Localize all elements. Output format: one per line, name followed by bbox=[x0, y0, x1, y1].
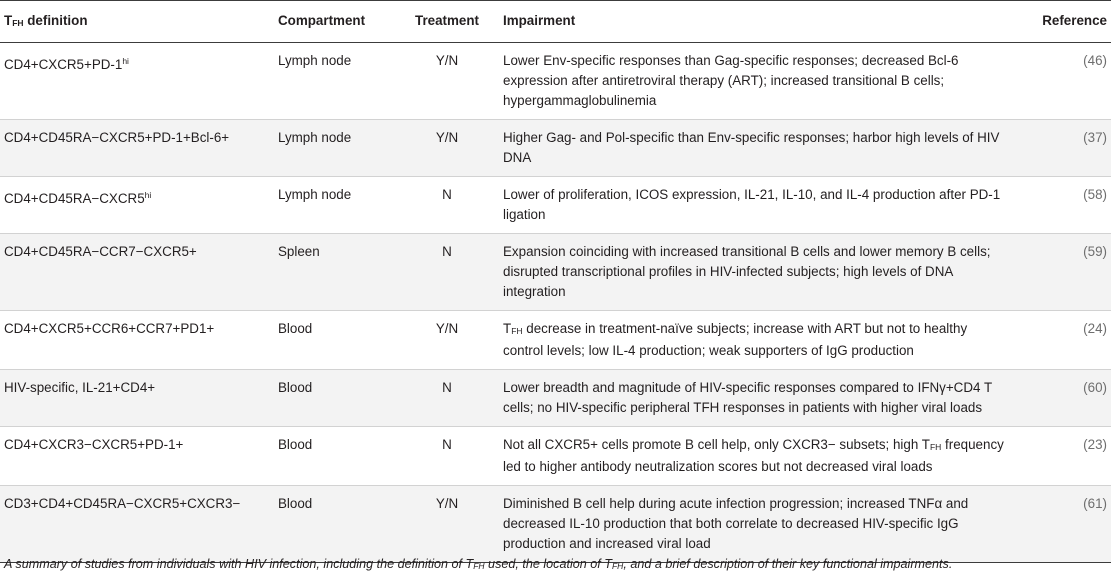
impairment-cell: TFH decrease in treatment-naïve subjects; increase with ART but not to healthy control levels; low IL-4 production; weak supporters of IgG production bbox=[497, 311, 1011, 370]
reference-link[interactable]: (46) bbox=[1083, 53, 1107, 68]
definition-cell: CD4+CD45RA−CCR7−CXCR5+ bbox=[0, 234, 272, 311]
impairment-cell: Lower breadth and magnitude of HIV-specific responses compared to IFNγ+CD4 T cells; no HIV-specific peripheral TFH responses in patients with higher viral loads bbox=[497, 370, 1011, 427]
impairment-cell: Not all CXCR5+ cells promote B cell help, only CXCR3− subsets; high TFH frequency led to higher antibody neutralization scores but not decreased viral loads bbox=[497, 427, 1011, 486]
definition-cell: $CD4+CXCR5+PD-1^{hi}$ bbox=[0, 43, 272, 120]
compartment-cell: Blood bbox=[272, 370, 397, 427]
definition-cell: CD4+CD45RA−CXCR5+PD-1+Bcl-6+ bbox=[0, 120, 272, 177]
impairment-cell: Diminished B cell help during acute infection progression; increased TNFα and decreased IL-10 production that both correlate to decreased HIV-specific IgG production and increased viral load bbox=[497, 486, 1011, 563]
reference-link[interactable]: (23) bbox=[1083, 437, 1107, 452]
reference-cell bbox=[1011, 177, 1111, 234]
reference-link[interactable]: (37) bbox=[1083, 130, 1107, 145]
impairment-cell: Expansion coinciding with increased transitional B cells and lower memory B cells; disrupted transcriptional profiles in HIV-infected subjects; high levels of DNA integration bbox=[497, 234, 1011, 311]
table-caption: A summary of studies from individuals with HIV infection, including the definition of TFH used, the location of TFH, and a brief description of their key functional impairments. bbox=[4, 557, 953, 571]
treatment-cell: Y/N bbox=[397, 311, 497, 370]
table-row bbox=[0, 486, 1111, 563]
header-definition: TFH definition bbox=[0, 1, 272, 43]
treatment-cell: Y/N bbox=[397, 43, 497, 120]
definition-cell: CD4+CXCR5+CCR6+CCR7+PD1+ bbox=[0, 311, 272, 370]
treatment-cell: N bbox=[397, 427, 497, 486]
header-row bbox=[0, 1, 1111, 43]
table-row bbox=[0, 43, 1111, 120]
treatment-cell: N bbox=[397, 234, 497, 311]
impairment-cell: Higher Gag- and Pol-specific than Env-specific responses; harbor high levels of HIV DNA bbox=[497, 120, 1011, 177]
definition-cell: $CD4+CD45RA-CXCR5^{hi}$ bbox=[0, 177, 272, 234]
compartment-cell: Lymph node bbox=[272, 120, 397, 177]
header-impairment: Impairment bbox=[497, 1, 1011, 43]
compartment-cell: Lymph node bbox=[272, 177, 397, 234]
impairment-cell: Lower Env-specific responses than Gag-specific responses; decreased Bcl-6 expression after antiretroviral therapy (ART); increased transitional B cells; hypergammaglobulinemia bbox=[497, 43, 1011, 120]
reference-link[interactable]: (59) bbox=[1083, 244, 1107, 259]
compartment-cell: Blood bbox=[272, 311, 397, 370]
compartment-cell: Blood bbox=[272, 427, 397, 486]
reference-link[interactable]: (61) bbox=[1083, 496, 1107, 511]
table-row bbox=[0, 311, 1111, 370]
reference-cell bbox=[1011, 311, 1111, 370]
header-reference: Reference bbox=[1011, 1, 1111, 43]
reference-cell bbox=[1011, 427, 1111, 486]
treatment-cell: Y/N bbox=[397, 486, 497, 563]
compartment-cell: Blood bbox=[272, 486, 397, 563]
reference-cell bbox=[1011, 120, 1111, 177]
table-row bbox=[0, 120, 1111, 177]
definition-cell: CD4+CXCR3−CXCR5+PD-1+ bbox=[0, 427, 272, 486]
header-treatment: Treatment bbox=[397, 1, 497, 43]
reference-link[interactable]: (58) bbox=[1083, 187, 1107, 202]
table-row bbox=[0, 370, 1111, 427]
definition-cell: HIV-specific, IL-21+CD4+ bbox=[0, 370, 272, 427]
compartment-cell: Lymph node bbox=[272, 43, 397, 120]
impairment-cell: Lower of proliferation, ICOS expression, IL-21, IL-10, and IL-4 production after PD-1 ligation bbox=[497, 177, 1011, 234]
table-row bbox=[0, 177, 1111, 234]
reference-link[interactable]: (24) bbox=[1083, 321, 1107, 336]
reference-cell bbox=[1011, 43, 1111, 120]
table-row bbox=[0, 234, 1111, 311]
header-compartment: Compartment bbox=[272, 1, 397, 43]
reference-cell bbox=[1011, 234, 1111, 311]
table-row bbox=[0, 427, 1111, 486]
treatment-cell: N bbox=[397, 177, 497, 234]
reference-cell bbox=[1011, 370, 1111, 427]
definition-cell: CD3+CD4+CD45RA−CXCR5+CXCR3− bbox=[0, 486, 272, 563]
treatment-cell: Y/N bbox=[397, 120, 497, 177]
reference-link[interactable]: (60) bbox=[1083, 380, 1107, 395]
treatment-cell: N bbox=[397, 370, 497, 427]
reference-cell bbox=[1011, 486, 1111, 563]
compartment-cell: Spleen bbox=[272, 234, 397, 311]
